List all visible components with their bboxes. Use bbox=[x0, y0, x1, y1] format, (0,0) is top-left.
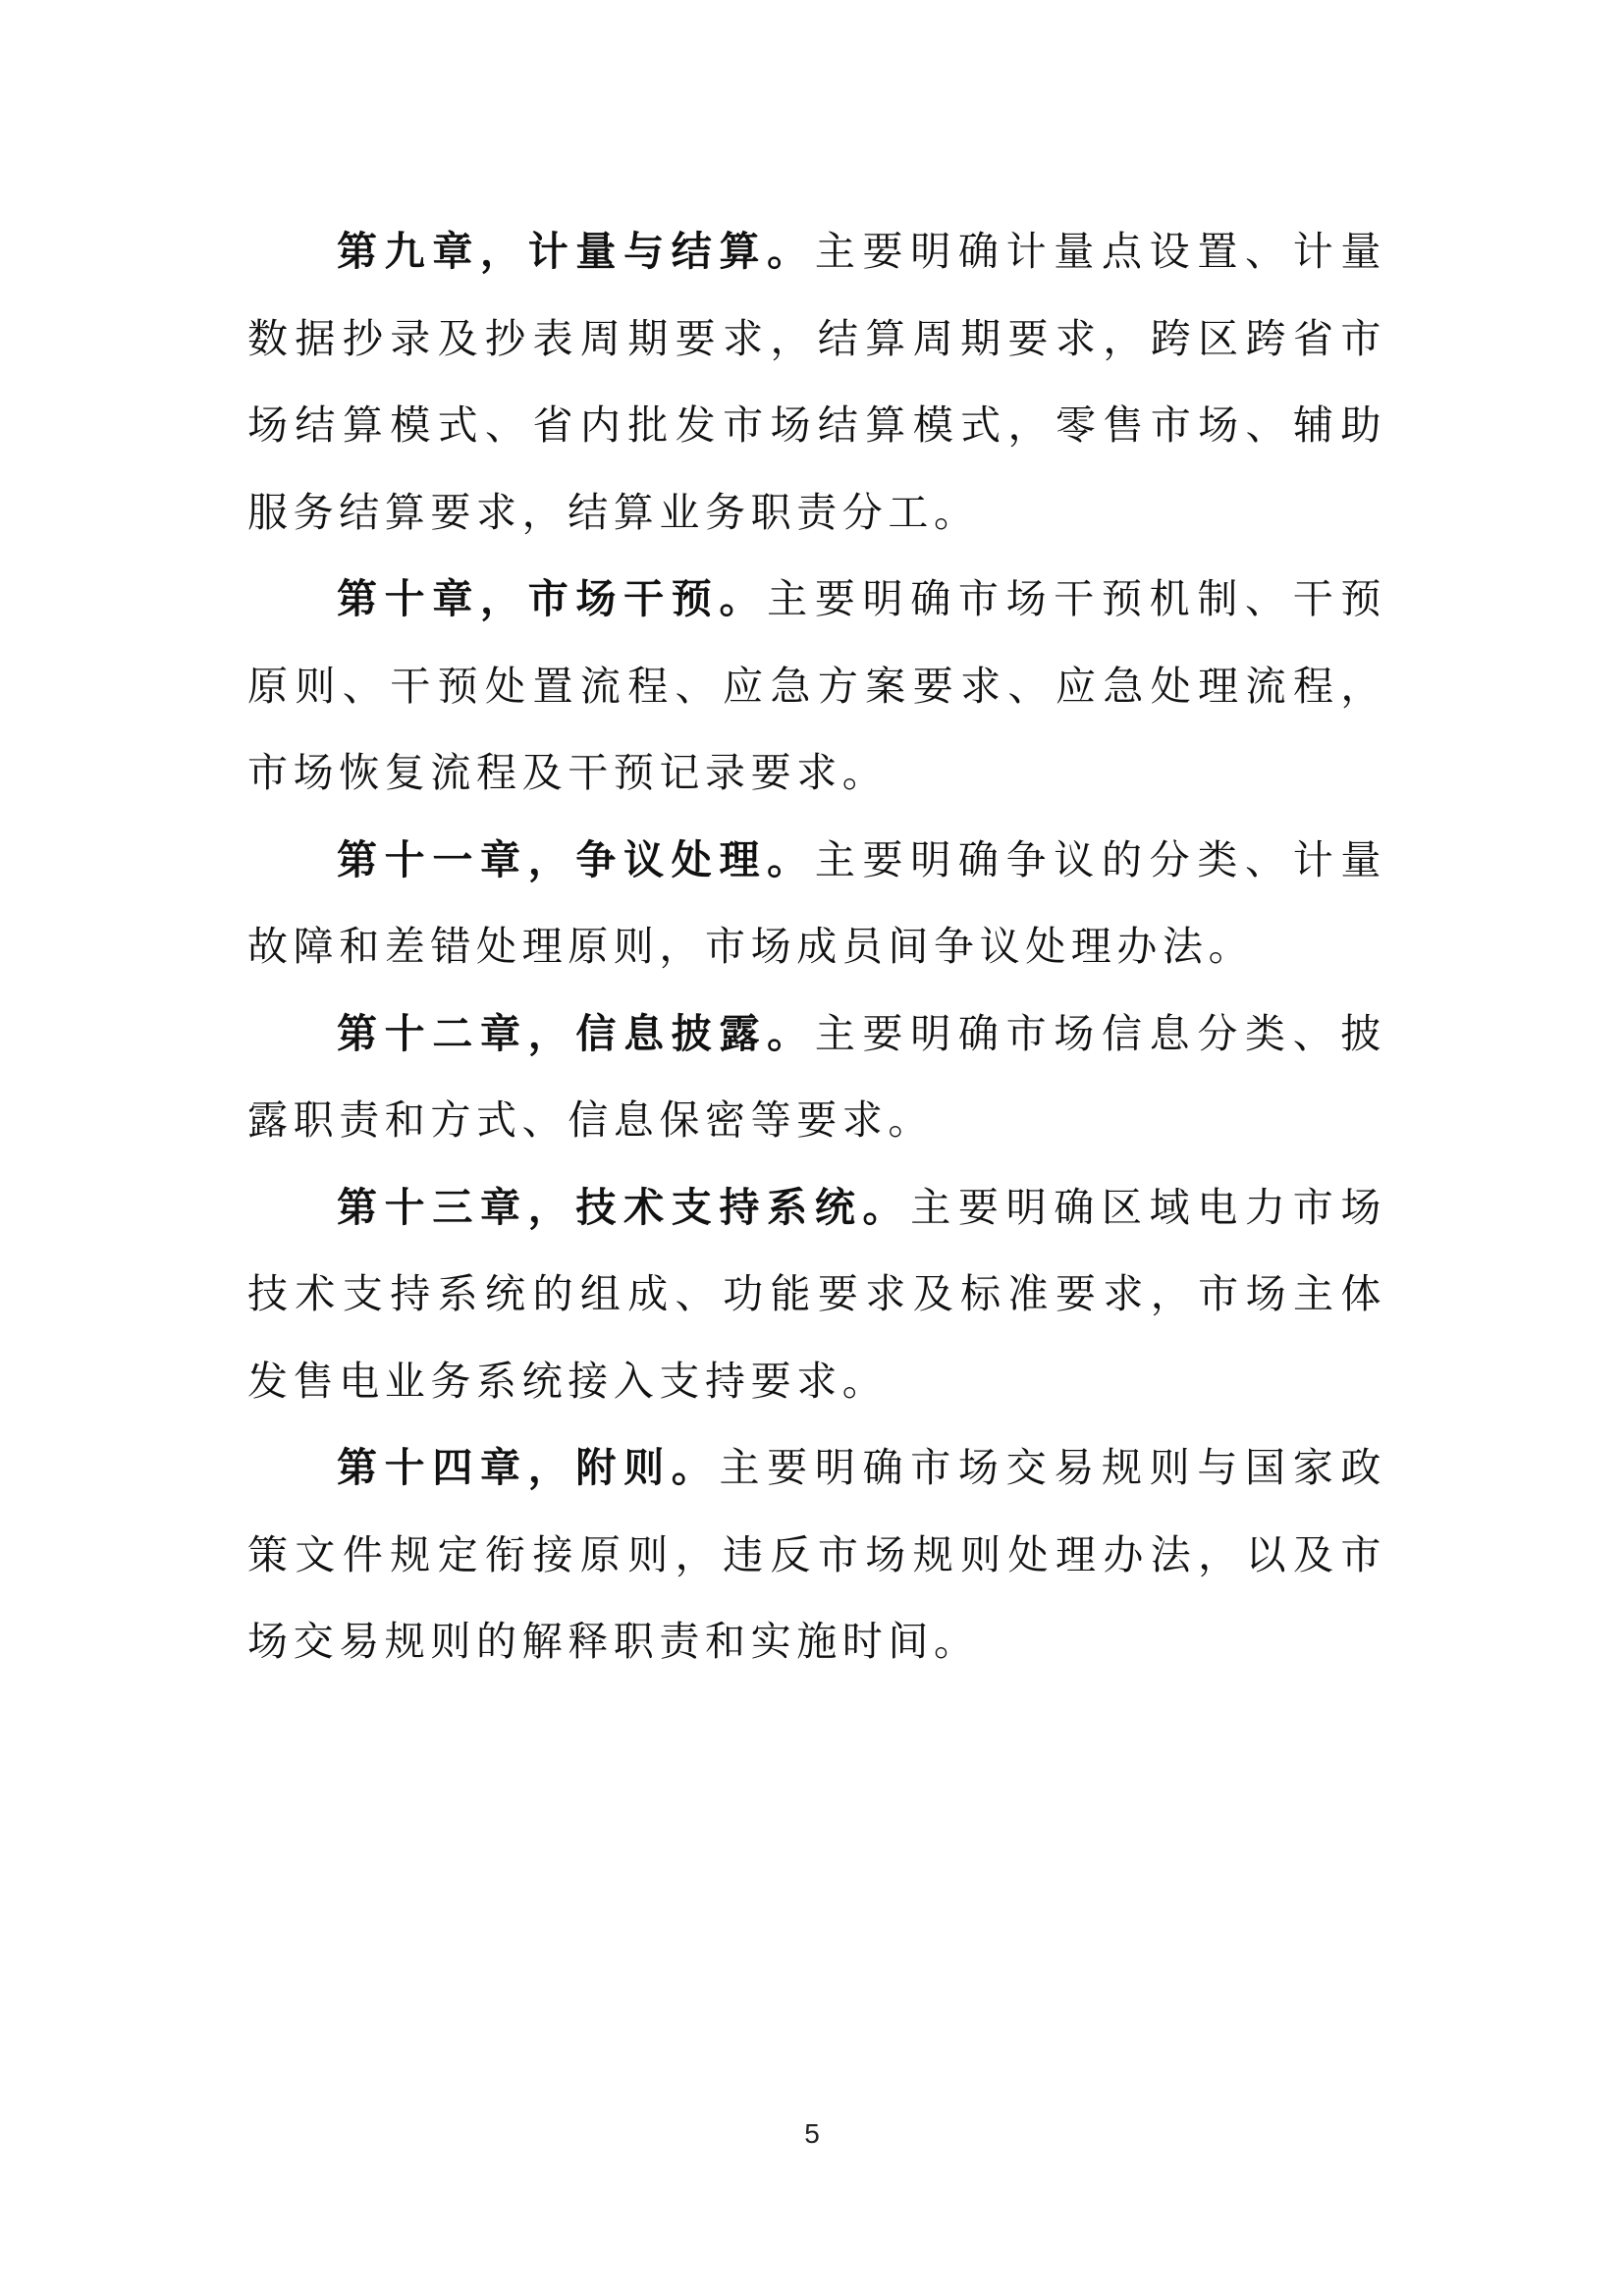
chapter-14-paragraph bbox=[247, 1424, 1386, 1685]
chapter-14-heading: 第十四章，附则。 bbox=[337, 1444, 720, 1491]
chapter-13-heading: 第十三章，技术支持系统。 bbox=[337, 1183, 911, 1231]
chapter-13-text: 主要明确区域电力市场技术支持系统的组成、功能要求及标准要求，市场主体发售电业务系统接入支持要求。 bbox=[247, 1183, 1387, 1405]
chapter-9-paragraph bbox=[247, 208, 1386, 556]
chapter-14-text: 主要明确市场交易规则与国家政策文件规定衔接原则，违反市场规则处理办法，以及市场交易规则的解释职责和实施时间。 bbox=[247, 1444, 1386, 1665]
page-number: 5 bbox=[804, 2118, 820, 2149]
chapter-12-text: 主要明确市场信息分类、披露职责和方式、信息保密等要求。 bbox=[247, 1009, 1386, 1144]
chapter-10-paragraph bbox=[247, 556, 1386, 817]
chapter-11-paragraph bbox=[247, 817, 1386, 990]
chapter-13-paragraph bbox=[247, 1164, 1386, 1425]
chapter-12-heading: 第十二章，信息披露。 bbox=[337, 1009, 815, 1057]
chapter-11-heading: 第十一章，争议处理。 bbox=[337, 835, 815, 883]
chapter-10-text: 主要明确市场干预机制、干预原则、干预处置流程、应急方案要求、应急处理流程，市场恢复流程及干预记录要求。 bbox=[247, 575, 1386, 796]
chapter-9-heading: 第九章，计量与结算。 bbox=[337, 228, 815, 275]
chapter-12-paragraph bbox=[247, 990, 1386, 1164]
chapter-9-text: 主要明确计量点设置、计量数据抄录及抄表周期要求，结算周期要求，跨区跨省市场结算模式、省内批发市场结算模式，零售市场、辅助服务结算要求，结算业务职责分工。 bbox=[247, 228, 1386, 536]
chapter-11-text: 主要明确争议的分类、计量故障和差错处理原则，市场成员间争议处理办法。 bbox=[247, 835, 1386, 970]
document-body bbox=[247, 208, 1386, 1685]
chapter-10-heading: 第十章，市场干预。 bbox=[337, 575, 768, 622]
